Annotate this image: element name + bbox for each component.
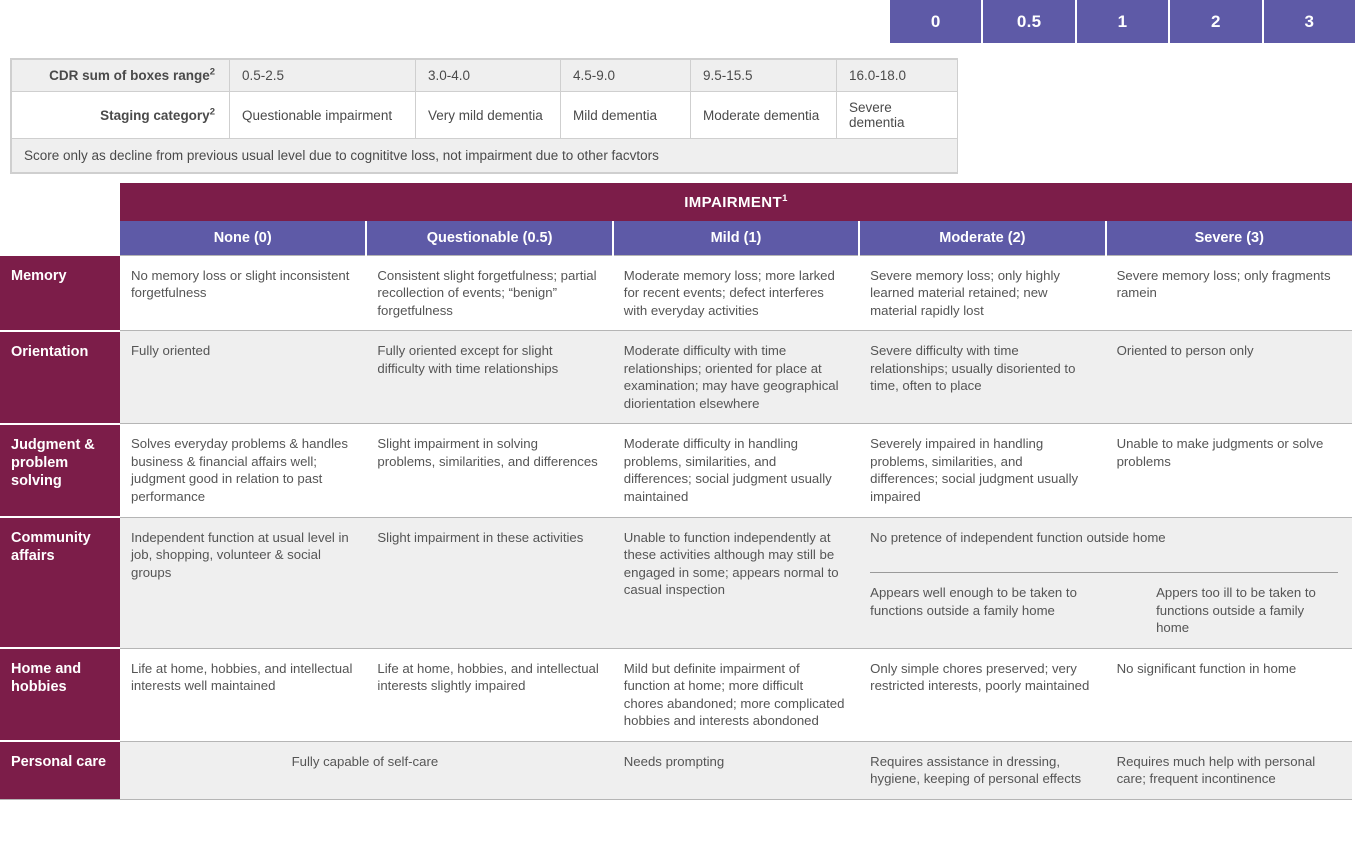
cell-community-none: Independent function at usual level in job, shopping, volunteer & social groups <box>120 517 366 648</box>
cdr-cell: 9.5-15.5 <box>691 60 837 92</box>
cdr-row-staging-category <box>12 92 958 139</box>
cell-memory-none: No memory loss or slight inconsistent forgetfulness <box>120 255 366 331</box>
cdr-cell: Severe dementia <box>837 92 958 139</box>
table-row-judgment <box>0 424 1352 517</box>
banner-label: IMPAIRMENT <box>684 193 783 211</box>
table-row-memory <box>0 255 1352 331</box>
table-row-personal-care <box>0 741 1352 799</box>
cdr-row-header-sum-of-boxes <box>12 60 230 92</box>
cdr-cell: 3.0-4.0 <box>416 60 561 92</box>
cell-home-none: Life at home, hobbies, and intellectual interests well maintained <box>120 648 366 741</box>
column-header-spacer <box>0 221 120 255</box>
cell-home-mild: Mild but definite impairment of function at home; more difficult chores abandoned; more complicated hobbies and interests abondoned <box>613 648 859 741</box>
cell-judgment-none: Solves everyday problems & handles business & financial affairs well; judgment good in relation to past performance <box>120 424 366 517</box>
cell-home-questionable: Life at home, hobbies, and intellectual interests slightly impaired <box>366 648 612 741</box>
cell-orientation-none: Fully oriented <box>120 331 366 424</box>
cell-home-severe: No significant function in home <box>1106 648 1352 741</box>
score-cell-1[interactable]: 1 <box>1077 0 1168 43</box>
cell-judgment-questionable: Slight impairment in solving problems, similarities, and differences <box>366 424 612 517</box>
column-header-severe[interactable]: Severe (3) <box>1106 221 1352 255</box>
row-label-memory: Memory <box>0 255 120 331</box>
cdr-note-row <box>12 139 958 173</box>
cdr-row-sum-of-boxes <box>12 60 958 92</box>
footnote-marker: 2 <box>209 66 215 78</box>
cdr-cell: Mild dementia <box>561 92 691 139</box>
row-label-judgment: Judgment & problem solving <box>0 424 120 517</box>
cell-personal-care-moderate: Requires assistance in dressing, hygiene, keeping of personal effects <box>859 741 1105 799</box>
cell-home-moderate: Only simple chores preserved; very restricted interests, poorly maintained <box>859 648 1105 741</box>
footnote-marker: 2 <box>209 106 215 117</box>
score-cell-0-5[interactable]: 0.5 <box>983 0 1074 43</box>
cell-personal-care-merged: Fully capable of self-care <box>120 741 613 799</box>
column-header-questionable[interactable]: Questionable (0.5) <box>366 221 612 255</box>
column-header-moderate[interactable]: Moderate (2) <box>859 221 1105 255</box>
impairment-column-header-row <box>0 221 1352 255</box>
footnote-marker: 1 <box>782 192 788 204</box>
table-row-orientation <box>0 331 1352 424</box>
nested-row-bottom <box>870 573 1338 637</box>
cdr-scoring-note: Score only as decline from previous usual level due to cognititve loss, not impairment due to other facvtors <box>12 139 958 173</box>
cdr-cell: 0.5-2.5 <box>230 60 416 92</box>
cdr-cell: 16.0-18.0 <box>837 60 958 92</box>
impairment-table <box>0 183 1352 800</box>
impairment-banner <box>120 183 1352 221</box>
cell-personal-care-severe: Requires much help with personal care; frequent incontinence <box>1106 741 1352 799</box>
cdr-cell: Moderate dementia <box>691 92 837 139</box>
cell-community-severe: Appers too ill to be taken to functions outside a family home <box>1104 573 1338 637</box>
cell-community-moderate: Appears well enough to be taken to functions outside a family home <box>870 573 1104 637</box>
table-row-home-and-hobbies <box>0 648 1352 741</box>
column-header-none[interactable]: None (0) <box>120 221 366 255</box>
cell-memory-severe: Severe memory loss; only fragments ramein <box>1106 255 1352 331</box>
cdr-cell: 4.5-9.0 <box>561 60 691 92</box>
banner-spacer <box>0 183 120 221</box>
cdr-header-label: CDR sum of boxes range <box>49 68 210 83</box>
score-cell-0[interactable]: 0 <box>890 0 981 43</box>
cdr-header-label: Staging category <box>100 107 210 123</box>
score-cell-3[interactable]: 3 <box>1264 0 1355 43</box>
cell-judgment-mild: Moderate difficulty in handling problems, similarities, and differences; social judgment usually maintained <box>613 424 859 517</box>
cell-orientation-mild: Moderate difficulty with time relationships; oriented for place at examination; may have geographical diorientation elsewhere <box>613 331 859 424</box>
cell-memory-mild: Moderate memory loss; more larked for recent events; defect interferes with everyday activities <box>613 255 859 331</box>
row-label-community-affairs: Community affairs <box>0 517 120 648</box>
cell-personal-care-mild: Needs prompting <box>613 741 859 799</box>
cell-community-mild: Unable to function independently at these activities although may still be engaged in some; appears normal to casual inspection <box>613 517 859 648</box>
cell-community-merged <box>859 517 1352 648</box>
cdr-cell: Questionable impairment <box>230 92 416 139</box>
impairment-banner-row <box>0 183 1352 221</box>
cell-community-merged-top: No pretence of independent function outside home <box>870 529 1166 545</box>
cdr-row-header-staging-category <box>12 92 230 139</box>
nested-row-top <box>870 529 1338 573</box>
score-strip <box>890 0 1355 43</box>
column-header-mild[interactable]: Mild (1) <box>613 221 859 255</box>
row-label-orientation: Orientation <box>0 331 120 424</box>
cell-community-questionable: Slight impairment in these activities <box>366 517 612 648</box>
cell-orientation-moderate: Severe difficulty with time relationships; usually disoriented to time, often to place <box>859 331 1105 424</box>
cdr-staging-table <box>10 58 958 174</box>
cell-memory-moderate: Severe memory loss; only highly learned material retained; new material rapidly lost <box>859 255 1105 331</box>
row-label-personal-care: Personal care <box>0 741 120 799</box>
cell-judgment-moderate: Severely impaired in handling problems, similarities, and differences; social judgment usually impaired <box>859 424 1105 517</box>
cell-memory-questionable: Consistent slight forgetfulness; partial recollection of events; “benign” forgetfulness <box>366 255 612 331</box>
score-cell-2[interactable]: 2 <box>1170 0 1261 43</box>
cell-judgment-severe: Unable to make judgments or solve problems <box>1106 424 1352 517</box>
table-row-community-affairs <box>0 517 1352 648</box>
row-label-home-and-hobbies: Home and hobbies <box>0 648 120 741</box>
cell-orientation-severe: Oriented to person only <box>1106 331 1352 424</box>
cdr-cell: Very mild dementia <box>416 92 561 139</box>
cell-orientation-questionable: Fully oriented except for slight difficulty with time relationships <box>366 331 612 424</box>
